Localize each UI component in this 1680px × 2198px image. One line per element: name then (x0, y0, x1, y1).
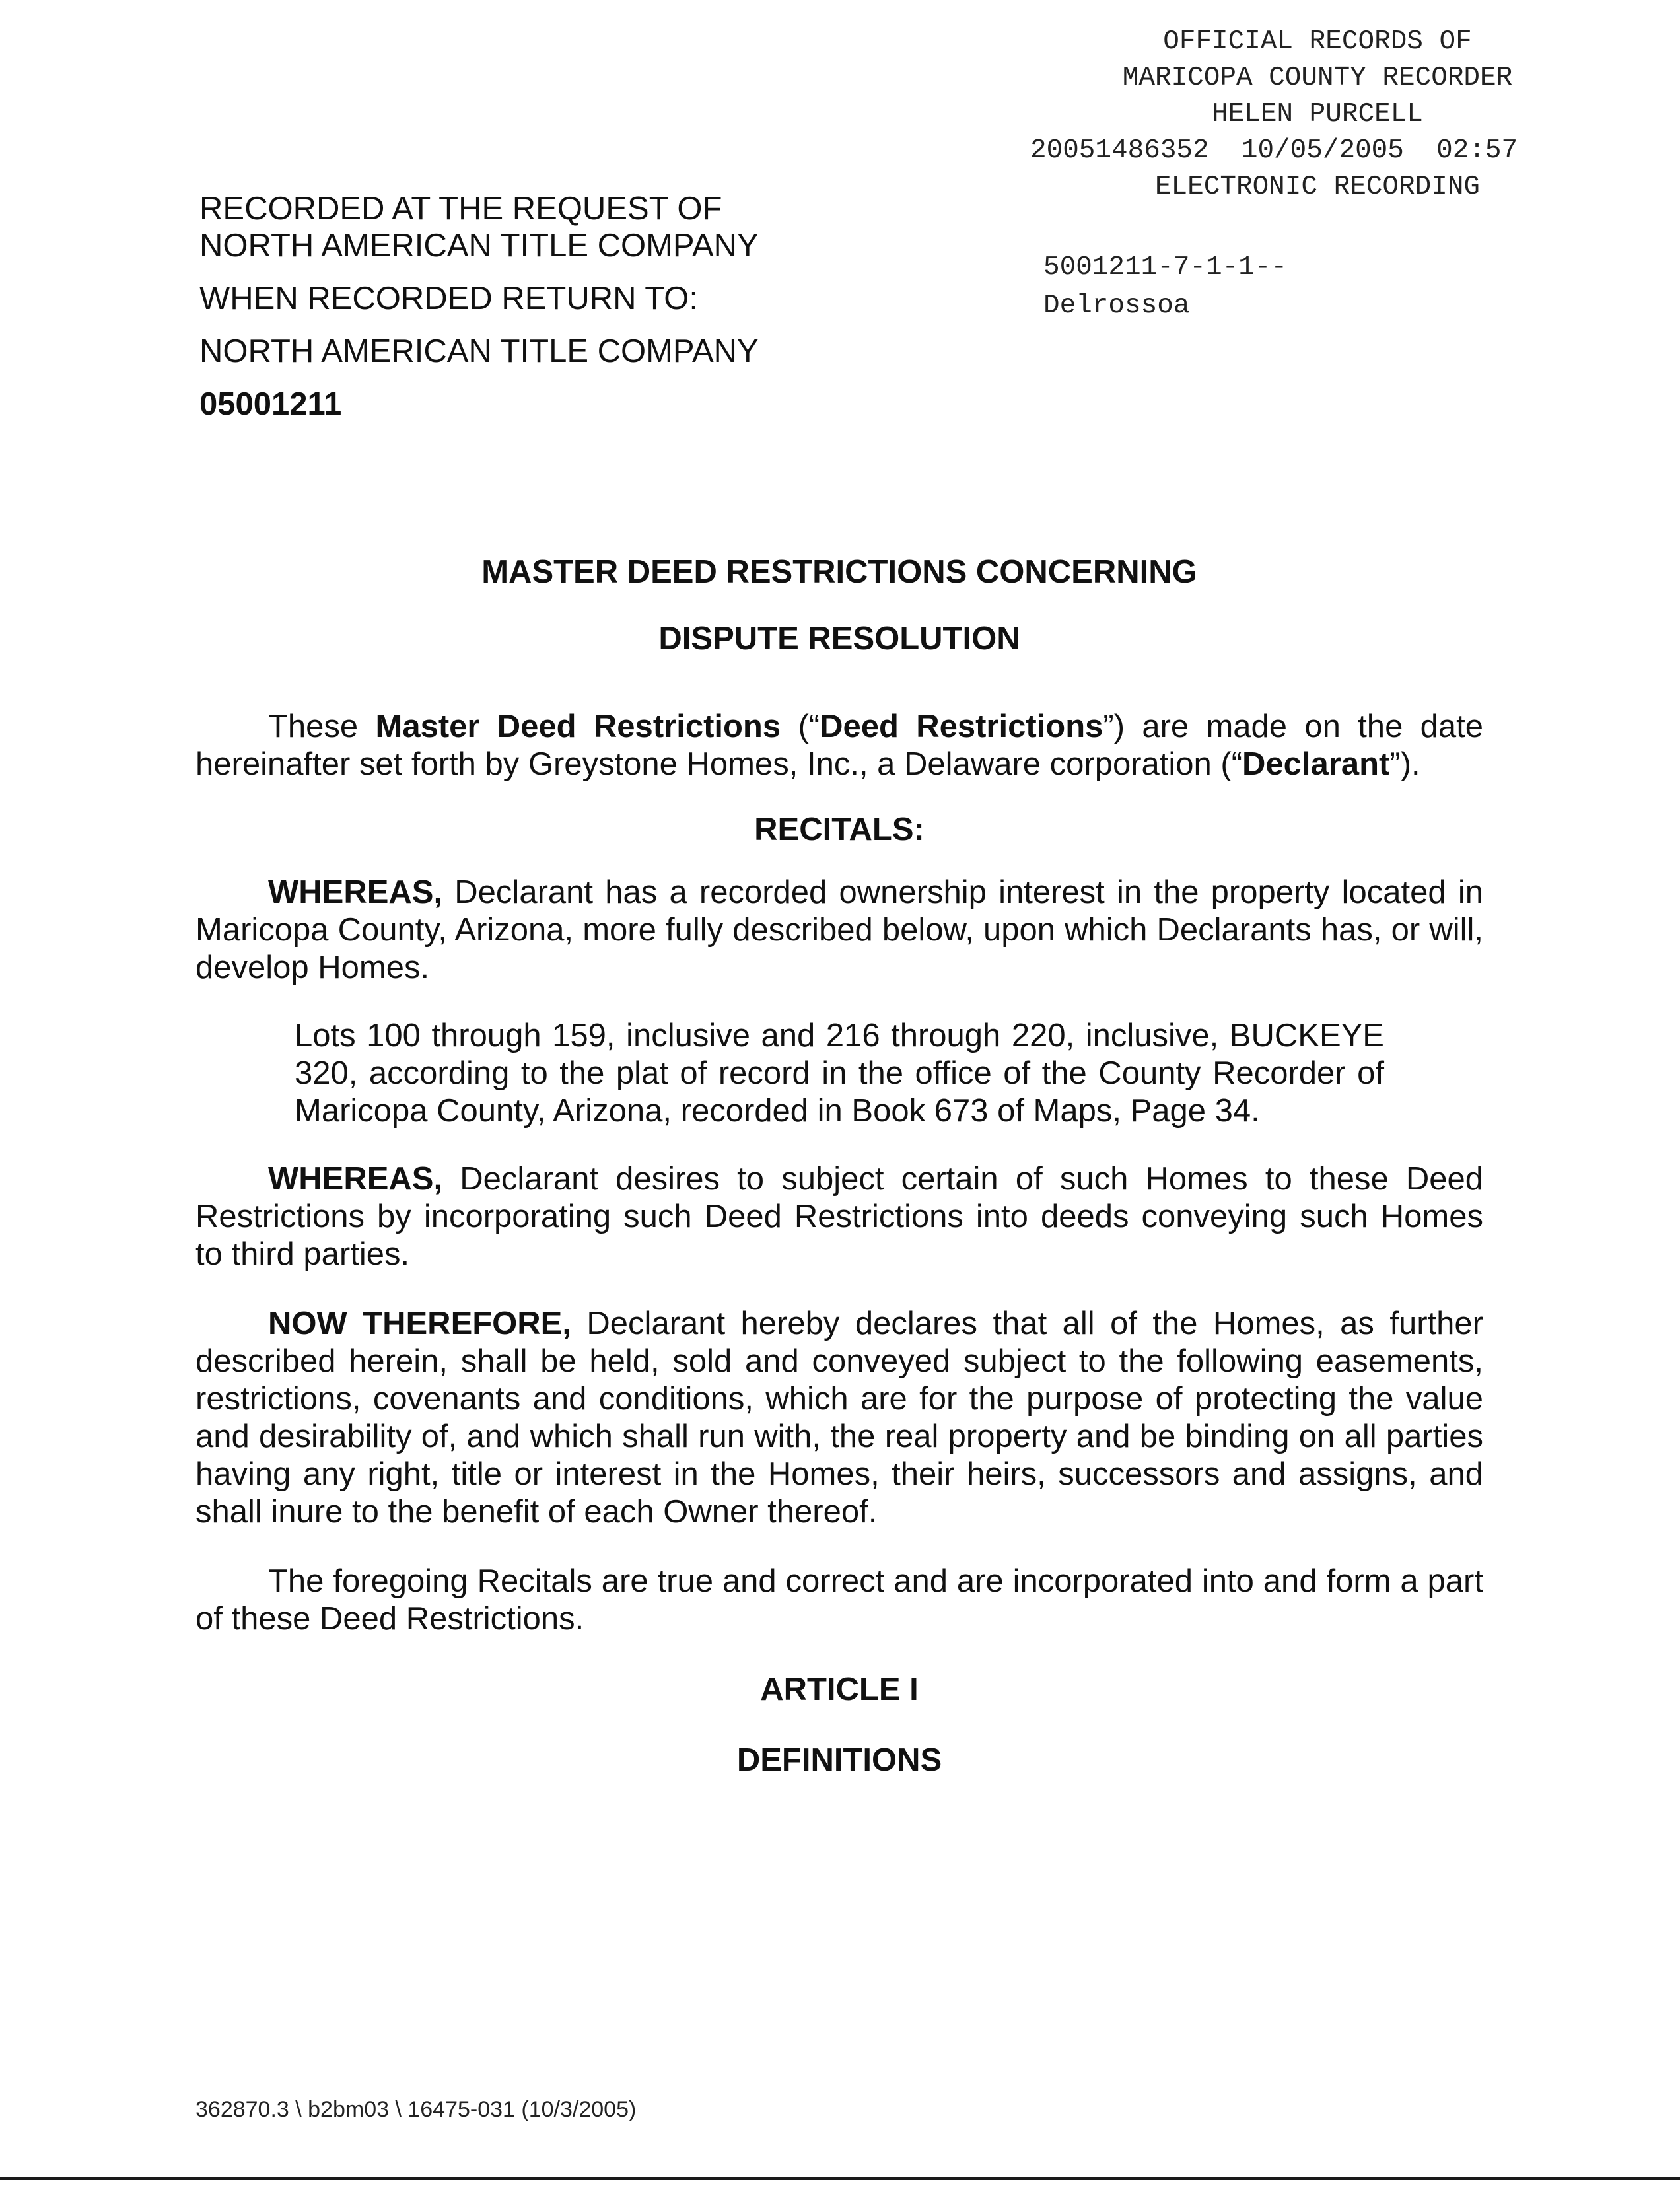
intro-text: ”) are made on the date hereinafter set forth by Greystone Homes, Inc., a Delaware corporation (“ (195, 709, 1483, 782)
stamp-ref-number: 5001211-7-1-1-- (1043, 252, 1288, 283)
whereas-lead: WHEREAS, (268, 874, 443, 910)
order-number: 05001211 (199, 386, 342, 422)
intro-text: (“ (781, 709, 820, 744)
whereas-lead: WHEREAS, (268, 1161, 443, 1197)
document-title-line-1: MASTER DEED RESTRICTIONS CONCERNING (481, 554, 1197, 590)
stamp-doc-reference (1043, 248, 1287, 325)
intro-paragraph (195, 708, 1483, 783)
stamp-line: HELEN PURCELL (1212, 99, 1423, 129)
stamp-line: MARICOPA COUNTY RECORDER (1122, 63, 1513, 93)
whereas-paragraph-1 (195, 874, 1483, 987)
whereas-text: Declarant desires to subject certain of such Homes to these Deed Restrictions by incorporating such Deed Restrictions into deeds conveying such Homes to third parties. (195, 1161, 1483, 1272)
recitals-heading: RECITALS: (754, 812, 925, 847)
stamp-line: ELECTRONIC RECORDING (1154, 172, 1481, 202)
document-footer-reference: 362870.3 \ b2bm03 \ 16475-031 (10/3/2005) (195, 2097, 637, 2122)
return-to-company: NORTH AMERICAN TITLE COMPANY (199, 334, 759, 369)
page-bottom-rule (0, 2177, 1680, 2180)
recording-block (199, 190, 860, 423)
stamp-record-number: 20051486352 10/05/2005 02:57 (1030, 135, 1518, 166)
foregoing-paragraph: The foregoing Recitals are true and correct and are incorporated into and form a part of these Deed Restrictions. (195, 1563, 1483, 1637)
whereas-paragraph-2 (195, 1160, 1483, 1273)
intro-text: ”). (1389, 746, 1420, 782)
intro-bold-term: Master Deed Restrictions (375, 709, 781, 744)
now-therefore-text: Declarant hereby declares that all of the Homes, as further described herein, shall be held, sold and conveyed subject to the following easements, restrictions, covenants and conditions, which are for the purpose of protecting the value and desirability of, and which shall run with, the real property and be binding on all parties having any right, title or interest in the Homes, their heirs, successors and assigns, and shall inure to the benefit of each Owner thereof. (195, 1306, 1483, 1530)
whereas-text: Declarant has a recorded ownership interest in the property located in Maricopa County, Arizona, more fully described below, upon which Declarants has, or will, develop Homes. (195, 874, 1483, 985)
recorder-stamp (1030, 24, 1644, 321)
stamp-line: OFFICIAL RECORDS OF (1163, 26, 1472, 57)
legal-description: Lots 100 through 159, inclusive and 216 through 220, inclusive, BUCKEYE 320, according to the plat of record in the office of the County Recorder of Maricopa County, Arizona, recorded in Book 673 of Maps, Page 34. (295, 1018, 1384, 1129)
now-therefore-paragraph (195, 1305, 1483, 1531)
intro-bold-term: Deed Restrictions (820, 709, 1103, 744)
stamp-ref-name: Delrossoa (1043, 291, 1190, 321)
definitions-heading: DEFINITIONS (736, 1742, 942, 1778)
now-therefore-lead: NOW THEREFORE, (268, 1306, 571, 1341)
return-to-line: WHEN RECORDED RETURN TO: (199, 281, 699, 316)
intro-bold-term: Declarant (1242, 746, 1390, 782)
document-body (195, 553, 1483, 1779)
recorded-request-line: RECORDED AT THE REQUEST OF (199, 191, 722, 227)
intro-text: These (268, 709, 376, 744)
article-heading: ARTICLE I (760, 1672, 919, 1707)
document-title-line-2: DISPUTE RESOLUTION (658, 621, 1020, 656)
recorded-request-company: NORTH AMERICAN TITLE COMPANY (199, 228, 759, 264)
